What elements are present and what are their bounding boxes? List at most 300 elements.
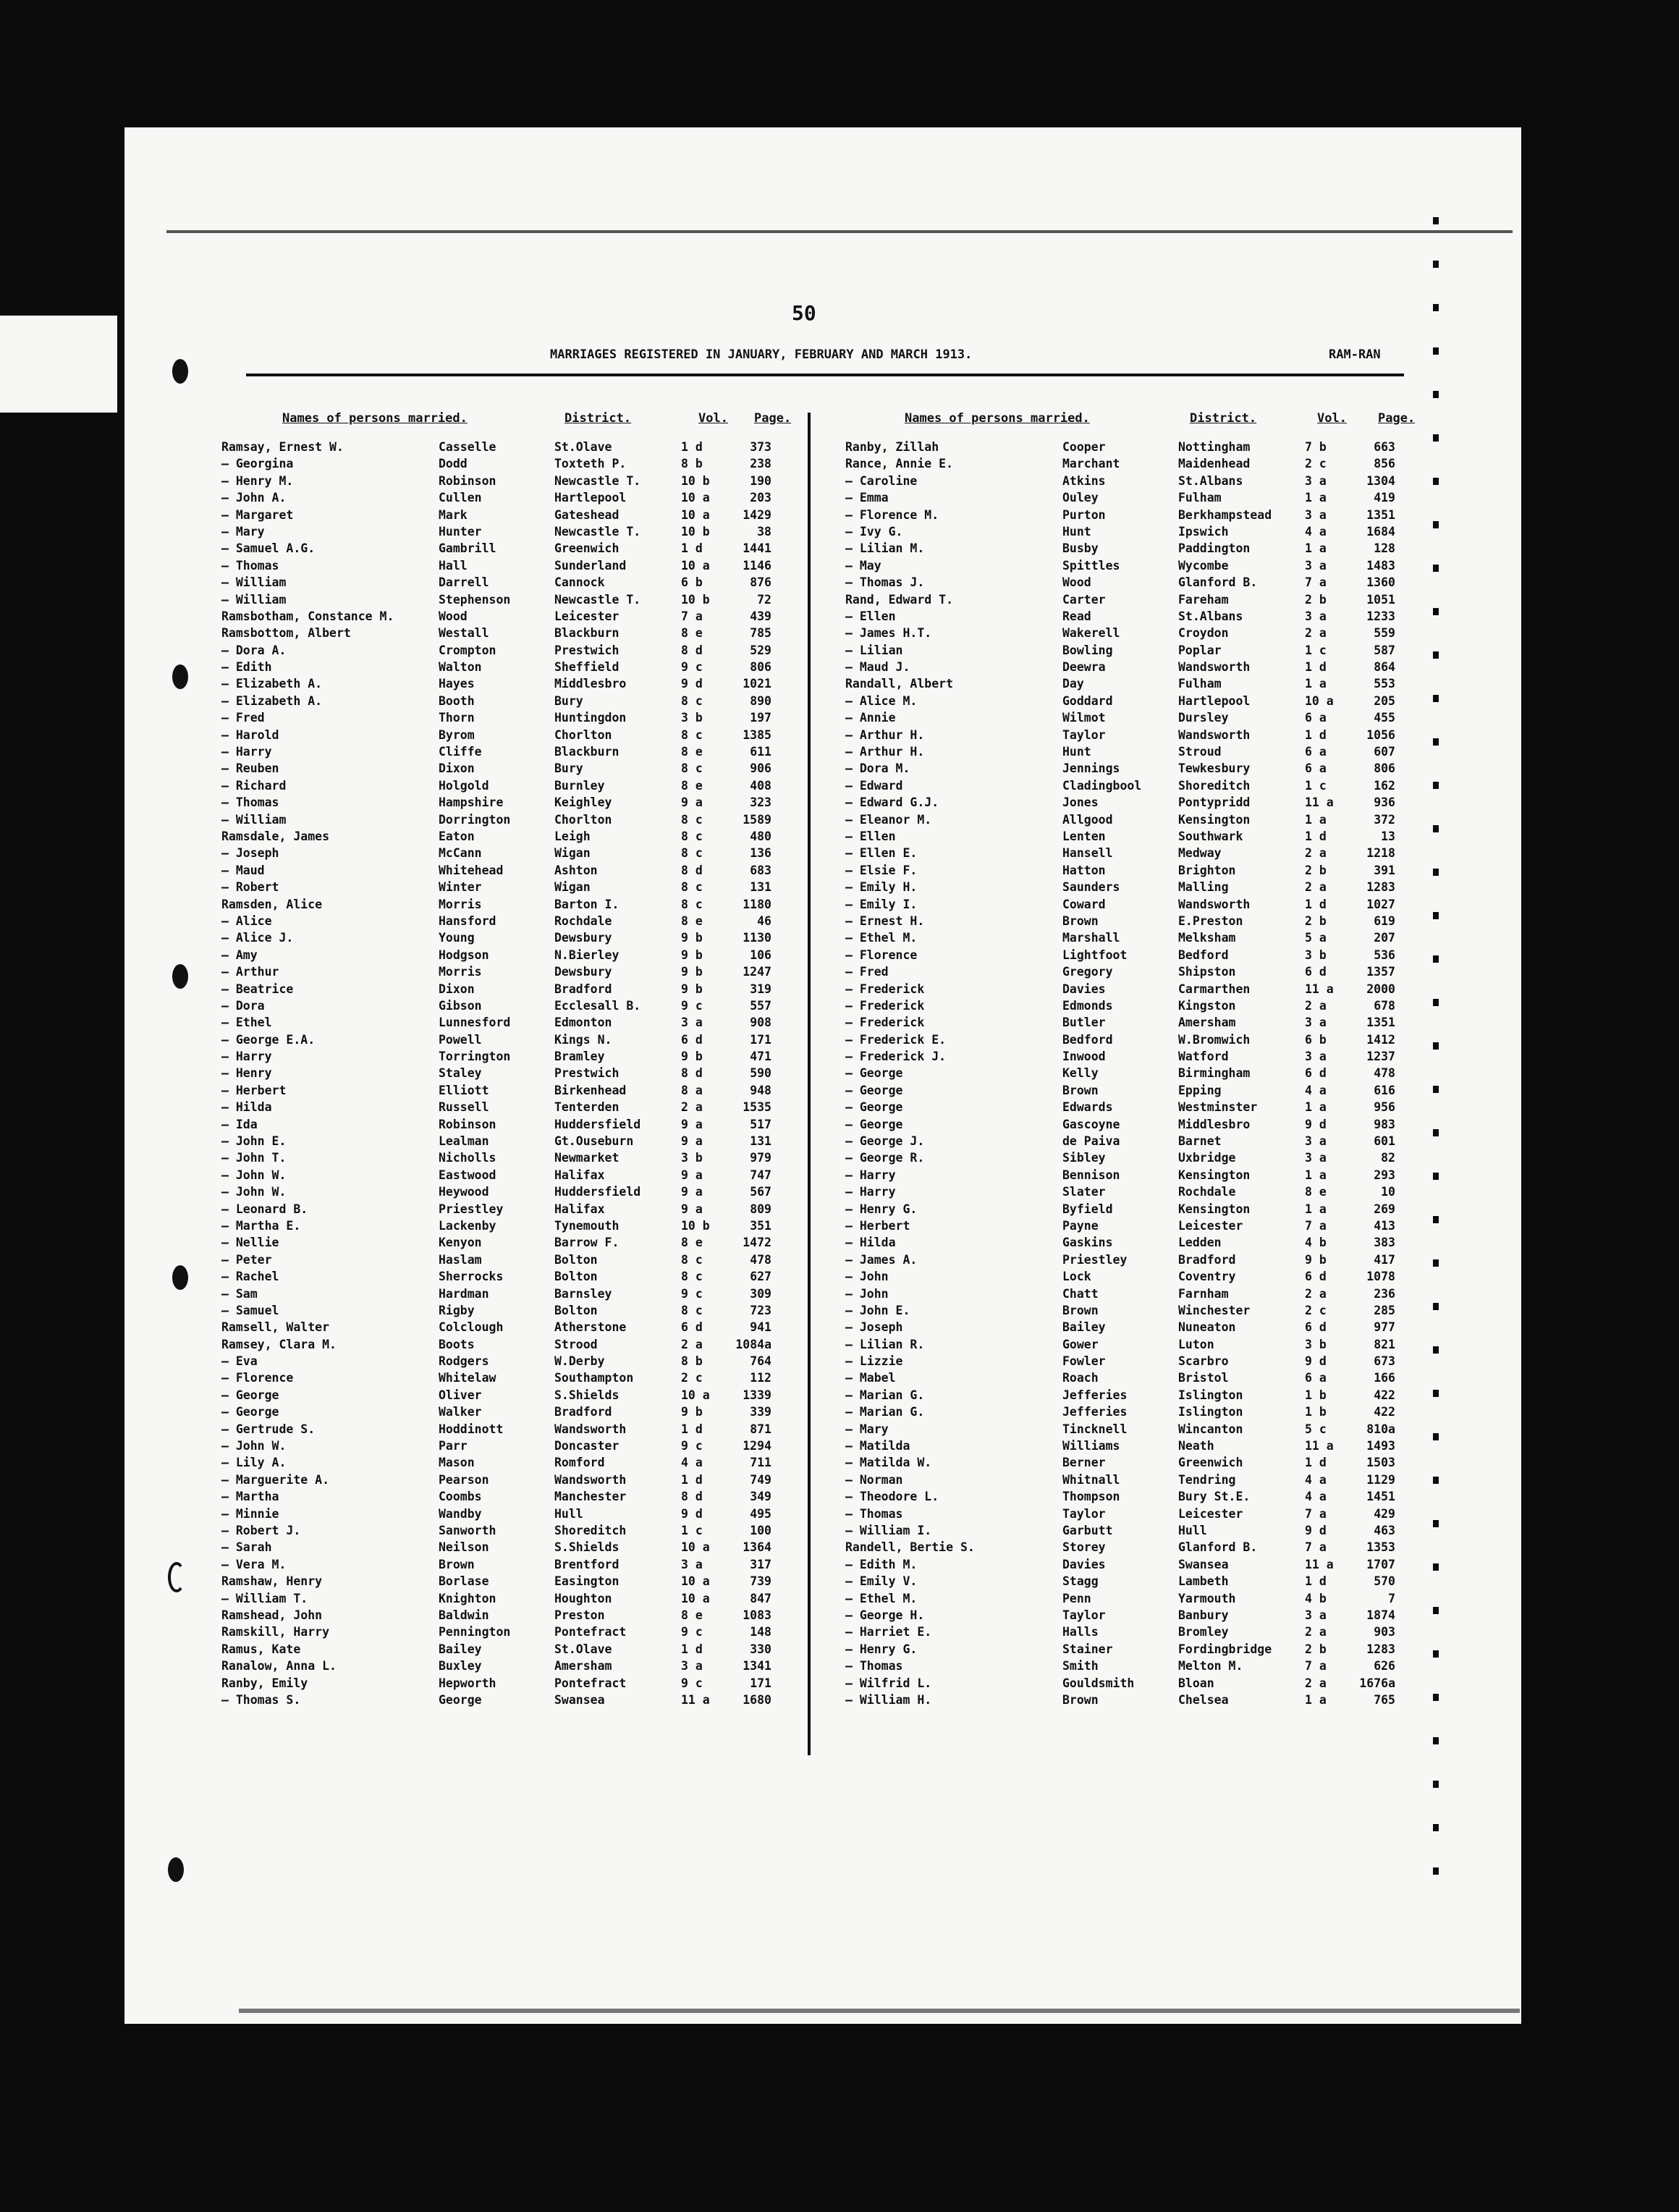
entry-spouse: Hall (439, 558, 468, 573)
entry-page: 1130 (743, 931, 771, 945)
entry-district: Fulham (1178, 491, 1222, 505)
entry-district: Barrow F. (554, 1236, 619, 1250)
entry-spouse: Coward (1062, 897, 1106, 911)
entry-district: Shoreditch (1178, 778, 1251, 793)
entry-page: 197 (750, 711, 771, 725)
entry-surname: — Sarah (221, 1540, 272, 1555)
entry-surname: — Rachel (221, 1270, 279, 1284)
entry-vol: 10 a (681, 1591, 710, 1605)
entry-surname: Ranalow, Anna L. (221, 1659, 337, 1673)
entry-spouse: Bennison (1062, 1168, 1120, 1182)
entry-district: Doncaster (554, 1439, 619, 1453)
entry-page: 1493 (1366, 1439, 1395, 1453)
entry-district: Amersham (554, 1659, 612, 1673)
entry-district: St.Olave (554, 440, 612, 454)
entry-page: 1283 (1366, 880, 1395, 895)
entry-vol: 6 d (1305, 1066, 1327, 1081)
entry-page: 1078 (1366, 1270, 1395, 1284)
entry-spouse: Lunnesford (439, 1016, 511, 1030)
entry-district: Bury (554, 761, 583, 776)
entry-district: Wigan (554, 880, 591, 895)
entry-spouse: Sanworth (439, 1524, 496, 1537)
entry-surname: — Matilda (845, 1439, 910, 1453)
entry-spouse: Casselle (439, 440, 496, 454)
entry-vol: 3 a (1305, 609, 1327, 623)
entry-spouse: Kenyon (439, 1236, 482, 1250)
entry-district: Epping (1178, 1083, 1222, 1097)
entry-spouse: Garbutt (1062, 1524, 1113, 1537)
entry-district: Huddersfield (554, 1185, 641, 1199)
entry-spouse: Cooper (1062, 440, 1106, 454)
entry-page: 413 (1374, 1218, 1395, 1233)
entry-spouse: Pennington (439, 1625, 511, 1639)
entry-page: 1056 (1366, 727, 1395, 742)
entry-surname: — George J. (845, 1134, 925, 1149)
col-page-right: Page. (1378, 411, 1416, 426)
entry-spouse: Halls (1062, 1625, 1099, 1639)
entry-district: Swansea (554, 1692, 605, 1707)
entry-surname: — Elsie F. (845, 863, 918, 877)
entry-district: Burnley (554, 778, 605, 793)
entry-page: 1351 (1366, 1016, 1395, 1030)
entry-surname: — Frederick E. (845, 1032, 947, 1047)
entry-vol: 9 c (681, 660, 703, 675)
entry-page: 1341 (743, 1659, 771, 1673)
entry-spouse: Winter (439, 880, 482, 895)
entry-spouse: Allgood (1062, 812, 1113, 827)
entry-surname: — George H. (845, 1608, 925, 1622)
entry-vol: 8 c (681, 1252, 703, 1267)
entry-vol: 2 b (1305, 1642, 1327, 1656)
entry-vol: 3 b (1305, 947, 1327, 962)
entry-page: 205 (1374, 693, 1395, 708)
entry-page: 810a (1366, 1422, 1395, 1436)
entry-page: 463 (1374, 1524, 1395, 1537)
entry-district: Luton (1178, 1337, 1214, 1351)
entry-page: 480 (750, 829, 771, 843)
entry-district: Strood (554, 1337, 598, 1351)
entry-page: 7 (1388, 1591, 1395, 1605)
entry-vol: 7 a (1305, 1659, 1327, 1673)
entry-surname: — Ellen E. (845, 846, 918, 861)
entry-surname: — William I. (845, 1524, 932, 1537)
entry-page: 309 (750, 1286, 771, 1301)
entry-vol: 2 a (1305, 998, 1327, 1013)
entry-page: 864 (1374, 660, 1395, 675)
entry-spouse: Jefferies (1062, 1388, 1128, 1402)
entry-vol: 1 a (1305, 1202, 1327, 1216)
entry-vol: 3 a (1305, 473, 1327, 488)
entry-vol: 2 a (1305, 1676, 1327, 1690)
entry-spouse: Holgold (439, 778, 489, 793)
entry-surname: — May (845, 558, 881, 573)
entry-spouse: Westall (439, 626, 489, 641)
entry-surname: — Gertrude S. (221, 1422, 316, 1436)
entry-vol: 11 a (1305, 982, 1334, 996)
entry-vol: 8 e (681, 913, 703, 928)
entry-surname: — Vera M. (221, 1557, 287, 1571)
entry-district: Newmarket (554, 1151, 619, 1165)
entry-surname: — Henry (221, 1066, 272, 1081)
entry-page: 349 (750, 1490, 771, 1504)
entry-page: 607 (1374, 745, 1395, 759)
entry-page: 683 (750, 863, 771, 877)
entry-vol: 9 a (681, 1185, 703, 1199)
entry-district: Wandsworth (554, 1472, 627, 1487)
entry-page: 269 (1374, 1202, 1395, 1216)
entry-spouse: Brown (1062, 1303, 1099, 1317)
entry-page: 1294 (743, 1439, 771, 1453)
entry-spouse: Heywood (439, 1185, 489, 1199)
entry-vol: 10 a (681, 507, 710, 522)
entry-district: Barnsley (554, 1286, 612, 1301)
entry-page: 46 (757, 913, 771, 928)
entry-district: Carmarthen (1178, 982, 1251, 996)
entry-district: Bradford (554, 982, 612, 996)
entry-surname: — William (221, 575, 287, 590)
entry-vol: 2 c (681, 1371, 703, 1385)
entry-vol: 9 a (681, 795, 703, 810)
entry-surname: — William H. (845, 1692, 932, 1707)
entry-page: 1353 (1366, 1540, 1395, 1555)
entry-page: 616 (1374, 1083, 1395, 1097)
entry-surname: — Norman (845, 1472, 903, 1487)
entry-surname: — Edward (845, 778, 903, 793)
entry-spouse: Cladingbool (1062, 778, 1142, 793)
entry-surname: — John (845, 1286, 889, 1301)
entry-surname: — Edith M. (845, 1557, 918, 1571)
entry-surname: — Leonard B. (221, 1202, 308, 1216)
entry-vol: 1 d (1305, 727, 1327, 742)
entry-district: Stroud (1178, 745, 1222, 759)
entry-surname: — Frederick J. (845, 1050, 947, 1064)
entry-district: Nottingham (1178, 440, 1251, 454)
entry-surname: — Marguerite A. (221, 1472, 330, 1487)
entry-vol: 9 b (681, 1050, 703, 1064)
entry-district: Lambeth (1178, 1574, 1229, 1589)
entry-page: 422 (1374, 1405, 1395, 1419)
entry-district: Bradford (1178, 1252, 1236, 1267)
entry-spouse: Eaton (439, 829, 475, 843)
entry-spouse: Davies (1062, 1557, 1106, 1571)
entry-page: 419 (1374, 491, 1395, 505)
entry-surname: Ranby, Emily (221, 1676, 308, 1690)
entry-spouse: Torrington (439, 1050, 511, 1064)
entry-surname: — Emily V. (845, 1574, 918, 1589)
entry-district: Barnet (1178, 1134, 1222, 1149)
entry-surname: — James A. (845, 1252, 918, 1267)
entry-district: Hartlepool (1178, 693, 1251, 708)
entry-surname: — Mary (221, 524, 265, 539)
entry-district: Sunderland (554, 558, 627, 573)
entry-district: Ashton (554, 863, 598, 877)
entry-vol: 8 e (681, 745, 703, 759)
entry-vol: 9 c (681, 1286, 703, 1301)
entry-district: Bromley (1178, 1625, 1229, 1639)
entry-spouse: Rigby (439, 1303, 475, 1317)
entry-surname: — Mabel (845, 1371, 896, 1385)
entry-district: Banbury (1178, 1608, 1229, 1622)
entry-vol: 4 b (1305, 1236, 1327, 1250)
entry-page: 1451 (1366, 1490, 1395, 1504)
entry-district: Houghton (554, 1591, 612, 1605)
entry-page: 171 (750, 1032, 771, 1047)
entry-district: W.Derby (554, 1354, 605, 1369)
entry-surname: — Ivy G. (845, 524, 903, 539)
entry-vol: 11 a (681, 1692, 710, 1707)
entry-page: 1351 (1366, 507, 1395, 522)
entry-district: Blackburn (554, 626, 619, 641)
entry-surname: — Samuel A.G. (221, 541, 316, 556)
entry-page: 1237 (1366, 1050, 1395, 1064)
entry-vol: 2 a (1305, 846, 1327, 861)
entry-vol: 3 b (1305, 1337, 1327, 1351)
entry-surname: — Thomas J. (845, 575, 925, 590)
entry-page: 1339 (743, 1388, 771, 1402)
entry-surname: — George R. (845, 1151, 925, 1165)
entry-page: 723 (750, 1303, 771, 1317)
entry-surname: — Martha E. (221, 1218, 301, 1233)
entry-spouse: Brown (1062, 1083, 1099, 1097)
entry-vol: 6 d (681, 1320, 703, 1335)
entry-district: Tenterden (554, 1100, 619, 1115)
entry-spouse: Hatton (1062, 863, 1106, 877)
entry-page: 765 (1374, 1692, 1395, 1707)
entry-spouse: Gascoyne (1062, 1117, 1120, 1131)
entry-surname: — William (221, 812, 287, 827)
entry-surname: — Thomas (845, 1659, 903, 1673)
entry-surname: Ramskill, Harry (221, 1625, 330, 1639)
col-page-left: Page. (754, 411, 792, 426)
entry-vol: 6 a (1305, 761, 1327, 776)
entry-spouse: Oliver (439, 1388, 482, 1402)
entry-vol: 8 c (681, 1270, 703, 1284)
entry-page: 495 (750, 1506, 771, 1521)
entry-spouse: Purton (1062, 507, 1106, 522)
entry-page: 1083 (743, 1608, 771, 1622)
entry-surname: Ranby, Zillah (845, 440, 939, 454)
entry-page: 323 (750, 795, 771, 810)
entry-vol: 2 a (681, 1337, 703, 1351)
entry-page: 903 (1374, 1625, 1395, 1639)
entry-spouse: Elliott (439, 1083, 489, 1097)
entry-surname: — Elizabeth A. (221, 677, 323, 691)
entry-spouse: Borlase (439, 1574, 489, 1589)
top-page-edge (166, 230, 1513, 233)
entry-surname: — Hilda (845, 1236, 896, 1250)
entry-vol: 3 a (681, 1557, 703, 1571)
entry-vol: 3 b (681, 711, 703, 725)
entry-vol: 1 a (1305, 812, 1327, 827)
entry-vol: 5 c (1305, 1422, 1327, 1436)
entry-vol: 8 c (681, 846, 703, 861)
entry-vol: 8 e (681, 1608, 703, 1622)
entry-surname: — John E. (845, 1303, 910, 1317)
entry-district: Leicester (554, 609, 619, 623)
entry-vol: 3 a (681, 1016, 703, 1030)
entry-page: 422 (1374, 1388, 1395, 1402)
entry-surname: — Edith (221, 660, 272, 675)
entry-spouse: Stephenson (439, 592, 511, 607)
entry-surname: — Emma (845, 491, 889, 505)
entry-spouse: Payne (1062, 1218, 1099, 1233)
entry-spouse: Davies (1062, 982, 1106, 996)
entry-district: Amersham (1178, 1016, 1236, 1030)
entry-surname: Ramus, Kate (221, 1642, 301, 1656)
entry-spouse: Taylor (1062, 1608, 1106, 1622)
entry-district: Fulham (1178, 677, 1222, 691)
entry-vol: 8 e (681, 626, 703, 641)
entry-page: 1589 (743, 812, 771, 827)
entry-surname: — William (221, 592, 287, 607)
entry-vol: 9 b (1305, 1252, 1327, 1267)
entry-vol: 2 c (1305, 457, 1327, 471)
entry-spouse: Priestley (1062, 1252, 1128, 1267)
bottom-page-edge (239, 2009, 1520, 2013)
entry-surname: — John A. (221, 491, 287, 505)
entry-surname: — Robert (221, 880, 279, 895)
entry-district: Kensington (1178, 1168, 1251, 1182)
entry-surname: — Lilian M. (845, 541, 925, 556)
entry-page: 131 (750, 1134, 771, 1149)
entry-page: 1441 (743, 541, 771, 556)
entry-spouse: Thompson (1062, 1490, 1120, 1504)
entry-surname: — Alice J. (221, 931, 294, 945)
entry-page: 2000 (1366, 982, 1395, 996)
entry-page: 785 (750, 626, 771, 641)
entry-spouse: Whitnall (1062, 1472, 1120, 1487)
entry-surname: — Ernest H. (845, 913, 925, 928)
entry-spouse: Morris (439, 897, 482, 911)
entry-surname: — John W. (221, 1185, 287, 1199)
entry-spouse: Lock (1062, 1270, 1091, 1284)
entry-spouse: Wandby (439, 1506, 482, 1521)
entry-surname: — George E.A. (221, 1032, 316, 1047)
col-district-left: District. (564, 411, 632, 426)
entry-page: 1304 (1366, 473, 1395, 488)
entry-page: 553 (1374, 677, 1395, 691)
entry-surname: Randell, Bertie S. (845, 1540, 975, 1555)
entry-spouse: Taylor (1062, 1506, 1106, 1521)
entry-surname: — Thomas (221, 558, 279, 573)
entry-district: Southampton (554, 1371, 634, 1385)
entry-page: 1676a (1359, 1676, 1395, 1690)
entry-page: 739 (750, 1574, 771, 1589)
entry-vol: 10 a (681, 1540, 710, 1555)
entry-surname: — Florence M. (845, 507, 939, 522)
entry-surname: — Georgina (221, 457, 294, 471)
entry-district: Dursley (1178, 711, 1229, 725)
entry-surname: — Sam (221, 1286, 258, 1301)
entry-spouse: Nicholls (439, 1151, 496, 1165)
entry-spouse: Priestley (439, 1202, 504, 1216)
entry-vol: 6 d (1305, 1320, 1327, 1335)
entry-vol: 9 b (681, 1405, 703, 1419)
entry-surname: — Ethel M. (845, 1591, 918, 1605)
col-district-right: District. (1190, 411, 1257, 426)
entry-spouse: Hunt (1062, 524, 1091, 539)
entry-surname: — Joseph (845, 1320, 903, 1335)
entry-page: 383 (1374, 1236, 1395, 1250)
entry-vol: 9 a (681, 1117, 703, 1131)
entry-page: 166 (1374, 1371, 1395, 1385)
entry-district: Prestwich (554, 643, 619, 657)
entry-surname: — Eva (221, 1354, 258, 1369)
entry-vol: 8 c (681, 693, 703, 708)
entry-spouse: Gambrill (439, 541, 496, 556)
entry-spouse: Robinson (439, 473, 496, 488)
entry-spouse: Dodd (439, 457, 468, 471)
entry-surname: — Dora A. (221, 643, 287, 657)
entry-vol: 1 a (1305, 1100, 1327, 1115)
entry-page: 1874 (1366, 1608, 1395, 1622)
entry-surname: — Samuel (221, 1303, 279, 1317)
entry-district: Hartlepool (554, 491, 627, 505)
entry-vol: 4 b (1305, 1591, 1327, 1605)
entry-district: Fordingbridge (1178, 1642, 1272, 1656)
entry-vol: 1 d (681, 1422, 703, 1436)
entry-spouse: Hoddinott (439, 1422, 504, 1436)
entry-district: Hull (1178, 1524, 1207, 1537)
entry-district: Bury St.E. (1178, 1490, 1251, 1504)
entry-vol: 1 d (681, 440, 703, 454)
entry-page: 162 (1374, 778, 1395, 793)
entry-vol: 5 a (1305, 931, 1327, 945)
entry-vol: 11 a (1305, 795, 1334, 810)
col-vol-right: Vol. (1317, 411, 1347, 426)
entry-spouse: Bailey (1062, 1320, 1106, 1335)
entry-page: 478 (1374, 1066, 1395, 1081)
entry-district: Halifax (554, 1202, 605, 1216)
entry-vol: 3 a (1305, 558, 1327, 573)
entry-surname: — Amy (221, 947, 258, 962)
entry-spouse: Busby (1062, 541, 1099, 556)
entry-district: Wigan (554, 846, 591, 861)
entry-spouse: Marchant (1062, 457, 1120, 471)
entry-page: 391 (1374, 863, 1395, 877)
entry-surname: — Marian G. (845, 1388, 925, 1402)
entry-page: 977 (1374, 1320, 1395, 1335)
entry-vol: 2 a (1305, 1625, 1327, 1639)
entry-district: Pontypridd (1178, 795, 1251, 810)
entry-spouse: Lackenby (439, 1218, 496, 1233)
entry-district: Dewsbury (554, 965, 612, 979)
entry-vol: 6 d (681, 1032, 703, 1047)
entry-vol: 1 b (1305, 1388, 1327, 1402)
entry-vol: 1 d (1305, 660, 1327, 675)
entry-district: E.Preston (1178, 913, 1243, 928)
entry-page: 136 (750, 846, 771, 861)
entry-district: Sheffield (554, 660, 619, 675)
entry-surname: — Dora (221, 998, 265, 1013)
entry-surname: — John E. (221, 1134, 287, 1149)
entry-district: N.Bierley (554, 947, 619, 962)
entry-district: Dewsbury (554, 931, 612, 945)
entry-district: Keighley (554, 795, 612, 810)
entry-surname: — Henry M. (221, 473, 294, 488)
entry-vol: 2 a (681, 1100, 703, 1115)
entry-vol: 2 a (1305, 1286, 1327, 1301)
entry-spouse: Spittles (1062, 558, 1120, 573)
entry-vol: 7 a (1305, 575, 1327, 590)
entry-spouse: Chatt (1062, 1286, 1099, 1301)
entry-district: Medway (1178, 846, 1222, 861)
entry-surname: — Harry (845, 1185, 896, 1199)
entry-page: 570 (1374, 1574, 1395, 1589)
entry-page: 1146 (743, 558, 771, 573)
entry-surname: — Emily I. (845, 897, 918, 911)
binder-hole (172, 359, 188, 384)
